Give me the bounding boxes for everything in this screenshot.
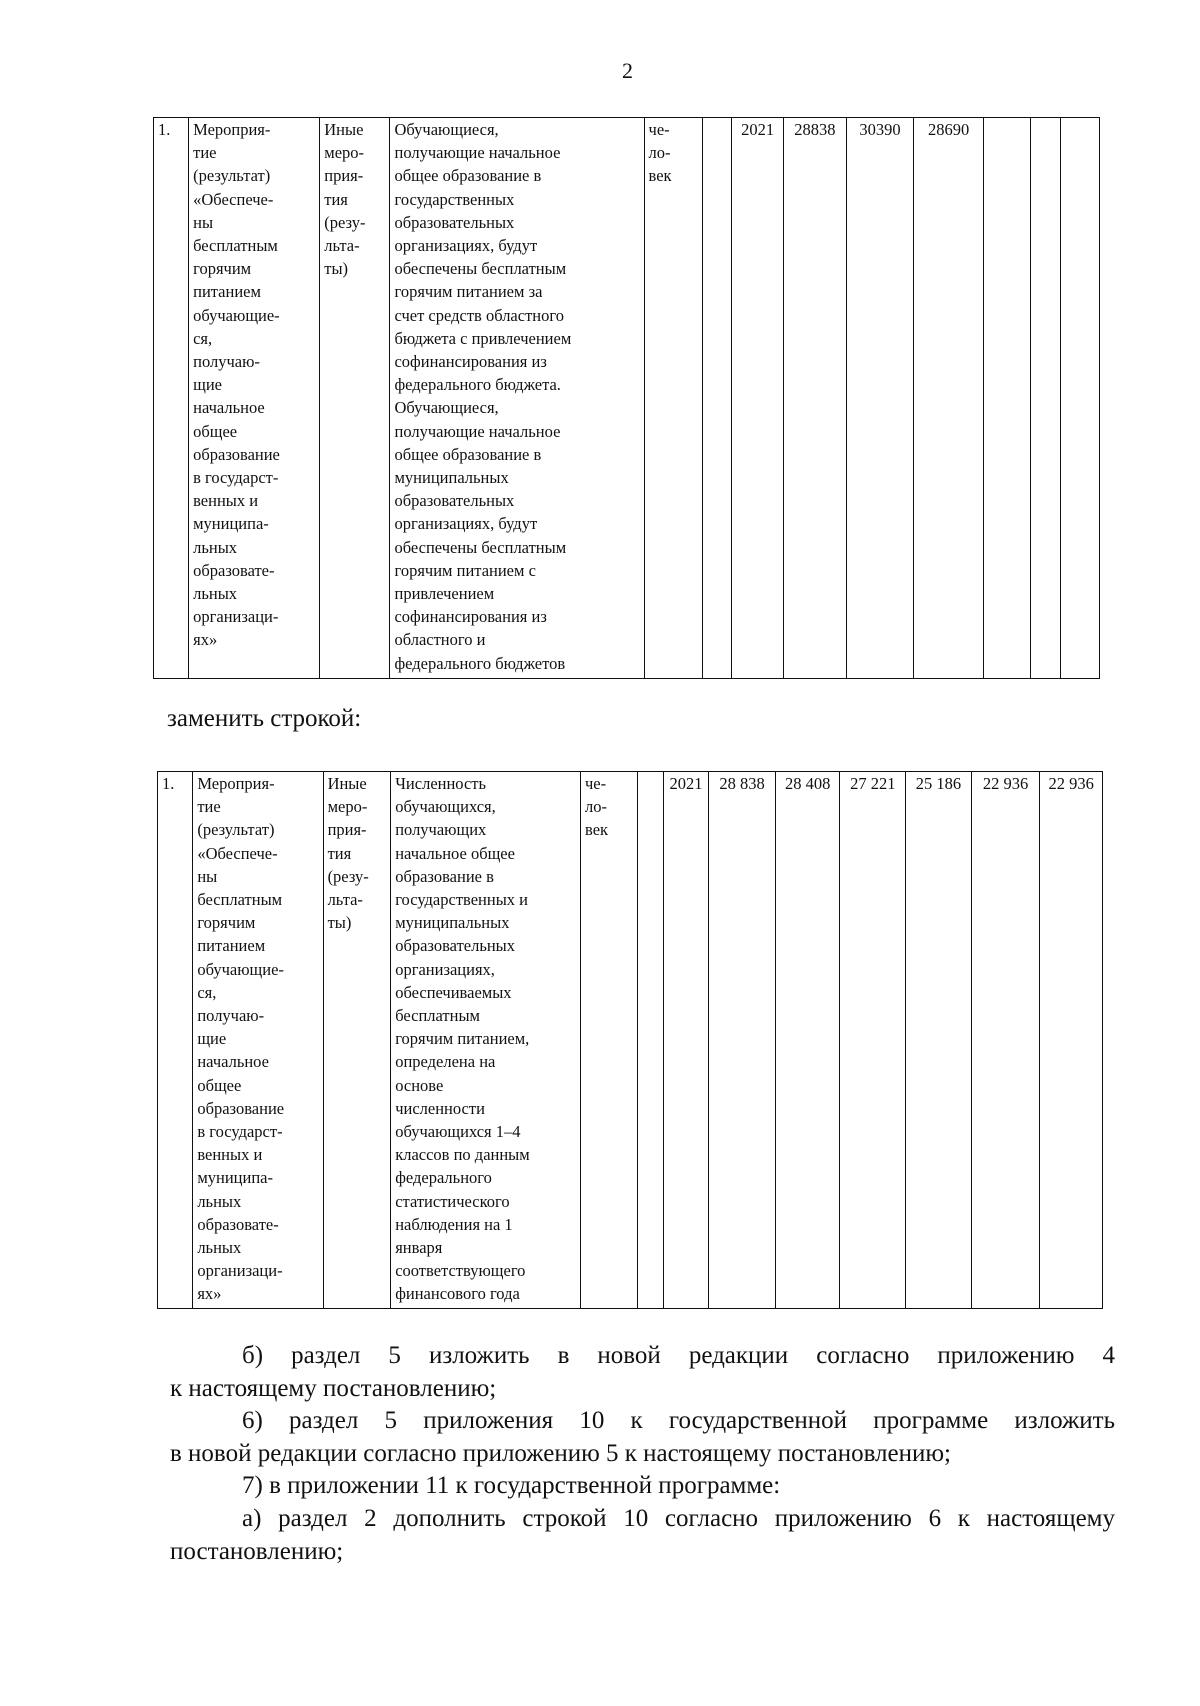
- paragraph-line: 6) раздел 5 приложения 10 к государственной программе изложить: [242, 1407, 1115, 1434]
- value-cell: [1060, 118, 1099, 679]
- unit: че- ло- век: [581, 772, 638, 1309]
- value-cell: 28 838: [709, 772, 776, 1309]
- paragraph-a: [170, 1502, 1115, 1568]
- value-cell: [984, 118, 1030, 679]
- value-cell: 30390: [846, 118, 913, 679]
- measure-name: Мероприя- тие (результат) «Обеспече- ны бесплатным горячим питанием обучающие- ся, получаю- щие начальное общее образование в государст- венных и муниципа- льных образовате- льных организаци- ях»: [193, 772, 323, 1309]
- unit: че- ло- век: [644, 118, 703, 679]
- value-cell: 22 936: [971, 772, 1040, 1309]
- paragraph-6: [170, 1404, 1115, 1470]
- old-row-table: [153, 117, 1100, 679]
- value-cell: 22 936: [1040, 772, 1103, 1309]
- table-row: [154, 118, 1100, 679]
- value-cell: 27 221: [840, 772, 906, 1309]
- paragraph-line: постановлению;: [170, 1538, 344, 1565]
- measure-type: Иные меро- прия- тия (резу- льта- ты): [320, 118, 390, 679]
- empty-cell: [637, 772, 663, 1309]
- measure-description: Численность обучающихся, получающих начальное общее образование в государственных и муниципальных образовательных организациях, обеспечиваемых бесплатным горячим питанием, определена на основе численности обучающихся 1–4 классов по данным федерального статистического наблюдения на 1 января соответствующего финансового года: [391, 772, 581, 1309]
- value-cell: 28690: [914, 118, 984, 679]
- new-row-table: [157, 771, 1103, 1309]
- measure-type: Иные меро- прия- тия (резу- льта- ты): [323, 772, 391, 1309]
- empty-cell: [703, 118, 732, 679]
- value-cell: 28838: [783, 118, 846, 679]
- value-cell: 25 186: [906, 772, 972, 1309]
- measure-name: Мероприя- тие (результат) «Обеспече- ны бесплатным горячим питанием обучающие- ся, получаю- щие начальное общее образование в государст- венных и муниципа- льных образовате- льных организаци- ях»: [189, 118, 320, 679]
- replace-with-row-text: заменить строкой:: [167, 705, 362, 732]
- paragraph-7: 7) в приложении 11 к государственной программе:: [242, 1472, 781, 1499]
- table-row: [158, 772, 1103, 1309]
- value-cell: 28 408: [775, 772, 840, 1309]
- measure-description: Обучающиеся, получающие начальное общее образование в государственных образовательных организациях, будут обеспечены бесплатным горячим питанием за счет средств областного бюджета с привлечением софинансирования из федерального бюджета. Обучающиеся, получающие начальное общее образование в муниципальных образовательных организациях, будут обеспечены бесплатным горячим питанием с привлечением софинансирования из областного и федерального бюджетов: [390, 118, 644, 679]
- paragraph-line: к настоящему постановлению;: [170, 1375, 497, 1402]
- page-number: 2: [622, 58, 633, 83]
- row-number: 1.: [154, 118, 189, 679]
- base-year: 2021: [732, 118, 784, 679]
- paragraph-b: [170, 1339, 1115, 1405]
- paragraph-line: б) раздел 5 изложить в новой редакции согласно приложению 4: [242, 1342, 1115, 1369]
- paragraph-line: в новой редакции согласно приложению 5 к настоящему постановлению;: [170, 1440, 952, 1467]
- value-cell: [1030, 118, 1060, 679]
- base-year: 2021: [663, 772, 708, 1309]
- paragraph-line: а) раздел 2 дополнить строкой 10 согласно приложению 6 к настоящему: [242, 1505, 1115, 1532]
- row-number: 1.: [158, 772, 193, 1309]
